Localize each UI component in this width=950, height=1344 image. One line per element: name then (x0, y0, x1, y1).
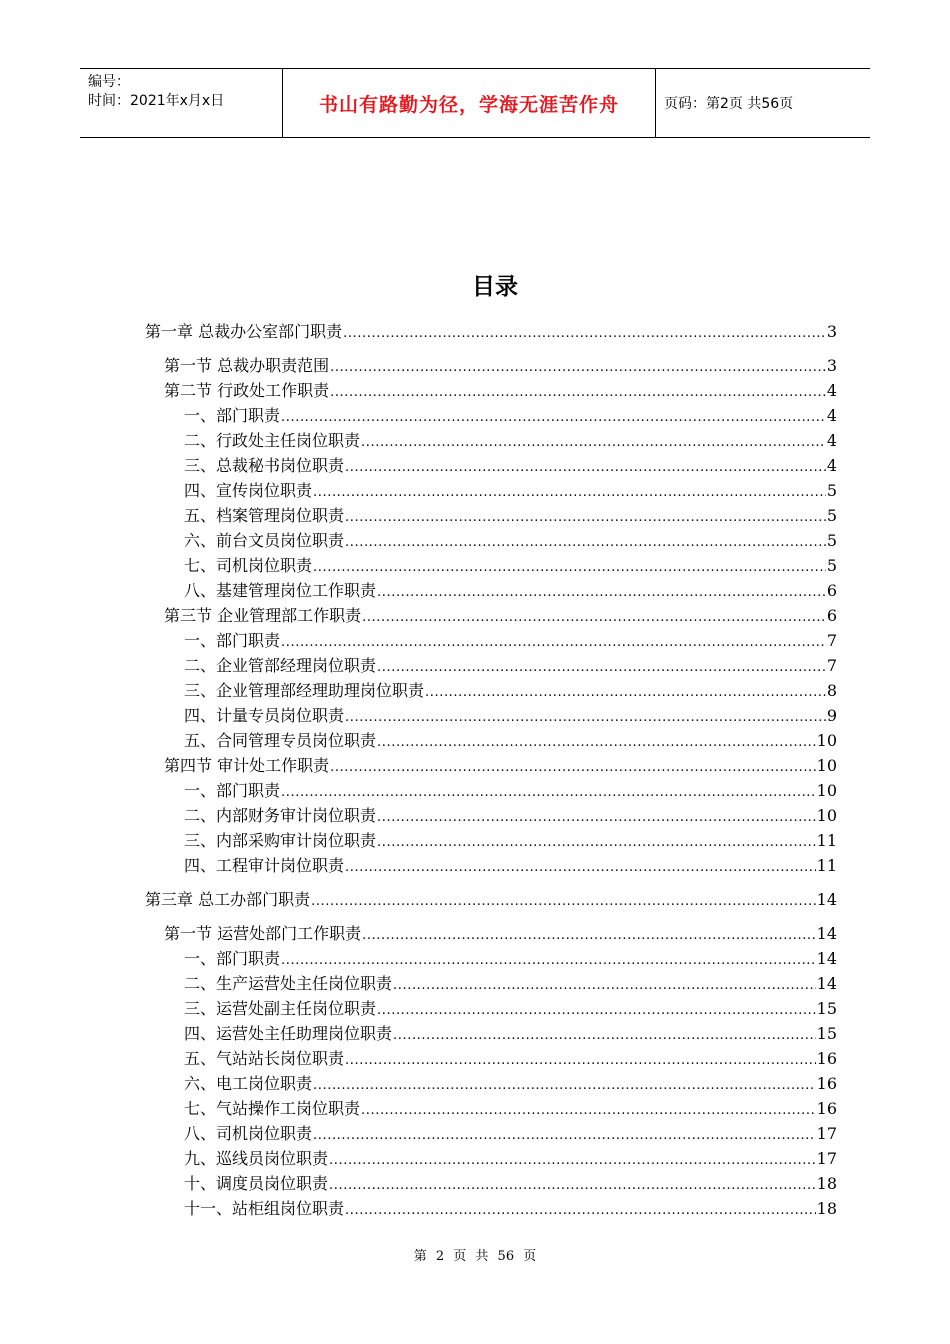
header-motto: 书山有路勤为径，学海无涯苦作舟 (318, 93, 619, 116)
toc-entry[interactable]: 第一节 运营处部门工作职责 ..... 14 (164, 921, 837, 945)
toc-entry[interactable]: 第二节 行政处工作职责 ..... 4 (164, 378, 837, 402)
toc-entry[interactable]: 第四节 审计处工作职责 ..... 10 (164, 753, 837, 777)
toc-entry[interactable]: 二、企业管部经理岗位职责 ..... 7 (184, 653, 837, 677)
page-footer: 第 2 页 共 56 页 (413, 1249, 537, 1264)
toc-entry[interactable]: 一、部门职责 ..... 14 (184, 946, 837, 970)
toc-entry[interactable]: 七、气站操作工岗位职责 ..... 16 (184, 1096, 837, 1120)
toc-entry[interactable]: 五、档案管理岗位职责 ..... 5 (184, 503, 837, 527)
toc-entry[interactable]: 三、企业管理部经理助理岗位职责 ..... 8 (184, 678, 837, 702)
header-motto-cell (282, 69, 656, 137)
toc-entry[interactable]: 九、巡线员岗位职责 ..... 17 (184, 1146, 837, 1170)
toc-entry[interactable]: 第三章 总工办部门职责 ..... 14 (145, 887, 837, 911)
document-date: 时间：2021年x月x日 (88, 93, 225, 109)
toc-entry[interactable]: 一、部门职责 ..... 4 (184, 403, 837, 427)
toc-entry[interactable]: 七、司机岗位职责 ..... 5 (184, 553, 837, 577)
toc-entry[interactable]: 三、总裁秘书岗位职责 ..... 4 (184, 453, 837, 477)
toc-entry[interactable]: 第一章 总裁办公室部门职责 ..... 3 (145, 319, 837, 343)
toc-entry[interactable]: 十、调度员岗位职责 ..... 18 (184, 1171, 837, 1195)
toc-entry[interactable]: 三、运营处副主任岗位职责 ..... 15 (184, 996, 837, 1020)
header-page-info: 页码：第2页 共56页 (664, 96, 794, 112)
toc-entry[interactable]: 四、工程审计岗位职责 ..... 11 (184, 853, 837, 877)
toc-entry[interactable]: 第一节 总裁办职责范围 ..... 3 (164, 353, 837, 377)
toc-entry[interactable]: 六、前台文员岗位职责 ..... 5 (184, 528, 837, 552)
toc-entry[interactable]: 二、生产运营处主任岗位职责 ..... 14 (184, 971, 837, 995)
toc-entry[interactable]: 八、司机岗位职责 ..... 17 (184, 1121, 837, 1145)
toc-entry[interactable]: 四、运营处主任助理岗位职责 ..... 15 (184, 1021, 837, 1045)
toc-entry[interactable]: 第三节 企业管理部工作职责 ..... 6 (164, 603, 837, 627)
toc-entry[interactable]: 六、电工岗位职责 ..... 16 (184, 1071, 837, 1095)
toc-entry[interactable]: 五、合同管理专员岗位职责 ..... 10 (184, 728, 837, 752)
toc-title: 目录 (472, 274, 518, 300)
toc-entry[interactable]: 二、行政处主任岗位职责 ..... 4 (184, 428, 837, 452)
toc-entry[interactable]: 八、基建管理岗位工作职责 ..... 6 (184, 578, 837, 602)
toc-entry[interactable]: 三、内部采购审计岗位职责 ..... 11 (184, 828, 837, 852)
toc-entry[interactable]: 四、计量专员岗位职责 ..... 9 (184, 703, 837, 727)
document-code: 编号： (88, 74, 130, 90)
toc-entry[interactable]: 二、内部财务审计岗位职责 ..... 10 (184, 803, 837, 827)
toc-entry[interactable]: 十一、站柜组岗位职责 ..... 18 (184, 1196, 837, 1220)
toc-entry[interactable]: 五、气站站长岗位职责 ..... 16 (184, 1046, 837, 1070)
page-header (80, 68, 870, 138)
toc-entry[interactable]: 一、部门职责 ..... 10 (184, 778, 837, 802)
header-meta (88, 73, 278, 111)
toc-entry[interactable]: 一、部门职责 ..... 7 (184, 628, 837, 652)
toc-entry[interactable]: 四、宣传岗位职责 ..... 5 (184, 478, 837, 502)
